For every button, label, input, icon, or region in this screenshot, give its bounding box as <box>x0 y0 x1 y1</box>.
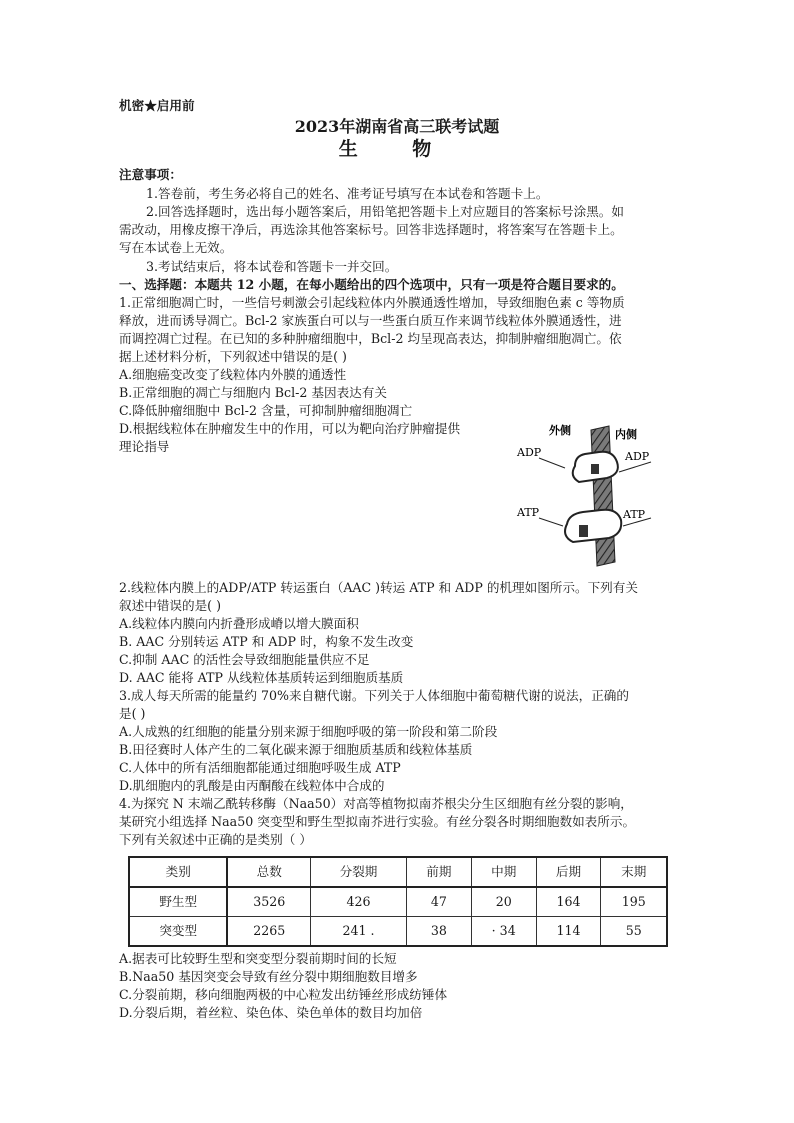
q1-option-d-line-2: 理论指导 <box>119 439 170 454</box>
table-cell: 38 <box>406 917 471 947</box>
label-atp-right: ATP <box>623 508 646 521</box>
q1-option-a: A.细胞癌变改变了线粒体内外膜的通透性 <box>119 367 347 382</box>
q1-option-b: B.正常细胞的凋亡与细胞内 Bcl-2 基因表达有关 <box>119 385 387 400</box>
notice-item-1: 1.答卷前，考生务必将自己的姓名、准考证号填写在本试卷和答题卡上。 <box>146 186 549 201</box>
table-cell: 164 <box>536 887 601 917</box>
section-1-heading: 一、选择题：本题共 12 小题，在每小题给出的四个选项中，只有一项是符合题目要求的。 <box>119 277 624 292</box>
table-cell: 241 . <box>311 917 407 947</box>
q3-stem-line-2: 是( ) <box>119 706 146 721</box>
arrow-atp-left <box>539 518 563 526</box>
notice-item-2-line-2: 需改动，用橡皮擦干净后，再选涂其他答案标号。回答非选择题时，将答案写在答题卡上。 <box>119 222 623 237</box>
label-inner: 内侧 <box>615 428 637 441</box>
notice-item-2-line-1: 2.回答选择题时，选出每小题答案后，用铅笔把答题卡上对应题目的答案标号涂黑。如 <box>146 204 624 219</box>
q4-stem-line-2: 某研究小组选择 Naa50 突变型和野生型拟南芥进行实验。有丝分裂各时期细胞数如表所示。 <box>119 814 636 829</box>
q4-stem-line-3: 下列有关叙述中正确的是类别（ ） <box>119 832 312 847</box>
q1-stem-line-3: 而调控凋亡过程。在已知的多种肿瘤细胞中，Bcl-2 均呈现高表达，抑制肿瘤细胞凋亡。依 <box>119 331 622 346</box>
q1-option-d-line-1: D.根据线粒体在肿瘤发生中的作用，可以为靶向治疗肿瘤提供 <box>119 421 461 436</box>
table-cell: 野生型 <box>129 887 227 917</box>
label-adp-right: ADP <box>625 450 650 463</box>
q4-stem-line-1: 4.为探究 N 末端乙酰转移酶（Naa50）对高等植物拟南芥根尖分生区细胞有丝分裂的影响， <box>119 796 633 811</box>
label-adp-left: ADP <box>517 446 542 459</box>
table-cell: 47 <box>406 887 471 917</box>
label-atp-left: ATP <box>517 506 540 519</box>
q1-stem-line-1: 1.正常细胞凋亡时，一些信号刺激会引起线粒体内外膜通透性增加，导致细胞色素 c 等物质 <box>119 295 625 310</box>
atp-molecule-lower <box>579 525 588 537</box>
q2-option-d: D. AAC 能将 ATP 从线粒体基质转运到细胞质基质 <box>119 670 404 685</box>
table-header-cell: 中期 <box>471 857 536 887</box>
inner-membrane <box>591 426 615 566</box>
label-outer: 外侧 <box>549 424 571 437</box>
mitosis-cell-count-table <box>128 856 668 947</box>
subject-title: 生 物 <box>338 138 456 160</box>
q3-option-d: D.肌细胞内的乳酸是由丙酮酸在线粒体中合成的 <box>119 778 385 793</box>
table-cell: 426 <box>311 887 407 917</box>
q4-option-d: D.分裂后期，着丝粒、染色体、染色单体的数目均加倍 <box>119 1005 423 1020</box>
table-header-cell: 末期 <box>601 857 667 887</box>
arrow-adp-left <box>539 458 565 468</box>
table-row <box>129 887 667 917</box>
table-cell: 114 <box>536 917 601 947</box>
notice-item-2-line-3: 写在本试卷上无效。 <box>119 240 233 255</box>
table-cell: 195 <box>601 887 667 917</box>
q3-stem-line-1: 3.成人每天所需的能量约 70%来自糖代谢。下列关于人体细胞中葡萄糖代谢的说法，正确的 <box>119 688 629 703</box>
q2-stem-line-2: 叙述中错误的是( ) <box>119 598 221 613</box>
table-header-cell: 后期 <box>536 857 601 887</box>
q2-stem-line-1: 2.线粒体内膜上的ADP/ATP 转运蛋白（AAC )转运 ATP 和 ADP 的机理如图所示。下列有关 <box>119 580 638 595</box>
confidential-mark: 机密★启用前 <box>119 98 195 113</box>
table-cell: 3526 <box>227 887 310 917</box>
q3-option-c: C.人体中的所有活细胞都能通过细胞呼吸生成 ATP <box>119 760 401 775</box>
q3-option-a: A.人成熟的红细胞的能量分别来源于细胞呼吸的第一阶段和第二阶段 <box>119 724 498 739</box>
table-cell: 突变型 <box>129 917 227 947</box>
table-cell: 2265 <box>227 917 310 947</box>
arrow-adp-right <box>619 462 651 472</box>
q1-option-c: C.降低肿瘤细胞中 Bcl-2 含量，可抑制肿瘤细胞凋亡 <box>119 403 413 418</box>
q4-option-b: B.Naa50 基因突变会导致有丝分裂中期细胞数目增多 <box>119 969 418 984</box>
table-cell: · 34 <box>471 917 536 947</box>
adp-molecule-upper <box>591 464 599 474</box>
table-header-row <box>129 857 667 887</box>
q2-option-c: C.抑制 AAC 的活性会导致细胞能量供应不足 <box>119 652 370 667</box>
table-cell: 20 <box>471 887 536 917</box>
table-header-cell: 总数 <box>227 857 310 887</box>
notice-heading: 注意事项： <box>119 167 182 182</box>
table-row <box>129 917 667 947</box>
q3-option-b: B.田径赛时人体产生的二氧化碳来源于细胞质基质和线粒体基质 <box>119 742 473 757</box>
aac-lower <box>565 510 621 542</box>
table-header-cell: 分裂期 <box>311 857 407 887</box>
exam-title: 2023年湖南省高三联考试题 <box>294 117 500 136</box>
aac-transport-figure <box>505 422 685 567</box>
q4-option-c: C.分裂前期，移向细胞两极的中心粒发出纺锤丝形成纺锤体 <box>119 987 448 1002</box>
q2-option-a: A.线粒体内膜向内折叠形成嵴以增大膜面积 <box>119 616 359 631</box>
table-cell: 55 <box>601 917 667 947</box>
notice-item-3: 3.考试结束后，将本试卷和答题卡一并交回。 <box>146 259 398 274</box>
q2-option-b: B. AAC 分别转运 ATP 和 ADP 时，构象不发生改变 <box>119 634 414 649</box>
q4-option-a: A.据表可比较野生型和突变型分裂前期时间的长短 <box>119 951 397 966</box>
table-header-cell: 前期 <box>406 857 471 887</box>
q1-stem-line-4: 据上述材料分析，下列叙述中错误的是( ) <box>119 349 347 364</box>
q1-stem-line-2: 释放，进而诱导凋亡。Bcl-2 家族蛋白可以与一些蛋白质互作来调节线粒体外膜通透性，进 <box>119 313 622 328</box>
table-header-cell: 类别 <box>129 857 227 887</box>
